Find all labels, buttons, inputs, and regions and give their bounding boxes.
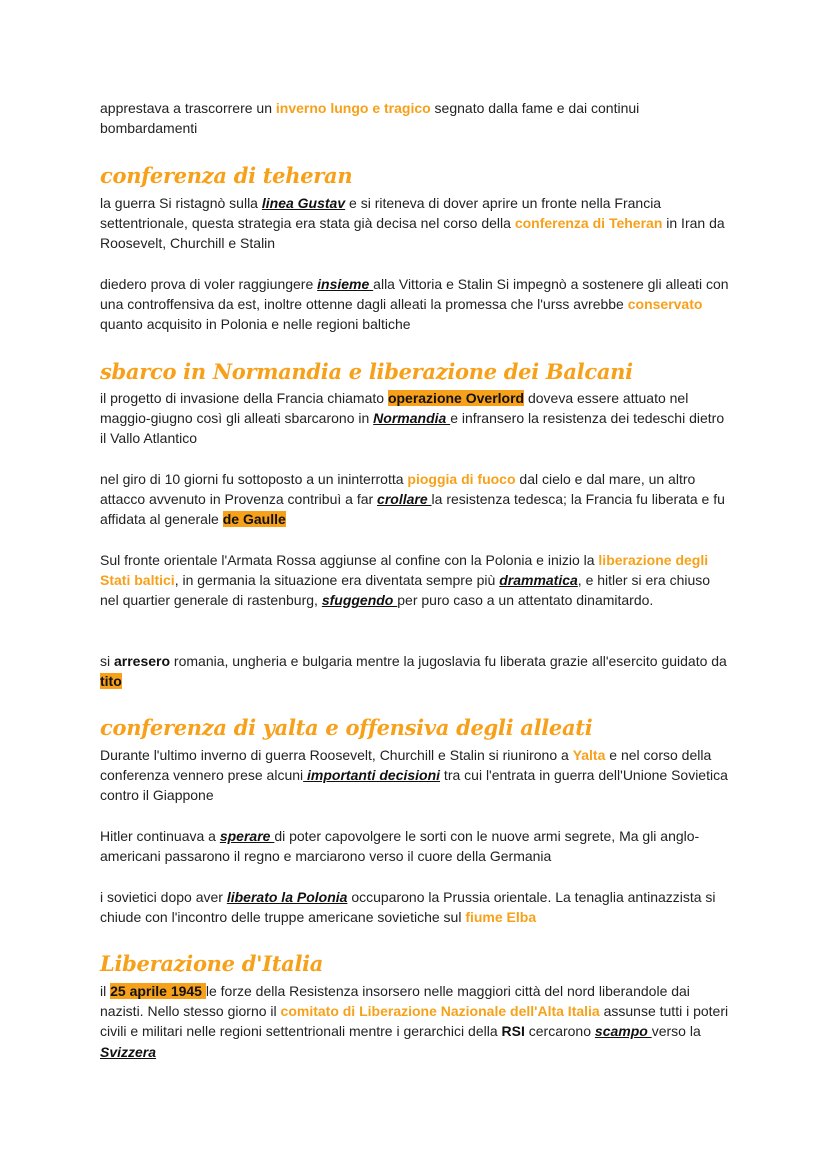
text: di poter capovolgere le sorti con le nuove armi segrete, Ma gli anglo-americani passarono il regno e marciarono verso il cuore della Germania bbox=[100, 828, 700, 865]
text: la guerra Si ristagnò sulla bbox=[100, 195, 262, 211]
keyword: sperare bbox=[219, 828, 275, 844]
orange-highlight: inverno lungo e tragico bbox=[275, 100, 431, 116]
text: occuparono la Prussia orientale. La tenaglia antinazzista si chiude con l'incontro delle truppe americane sovietiche sul bbox=[100, 889, 716, 926]
keyword: insieme bbox=[317, 276, 374, 292]
keyword: drammatica bbox=[499, 572, 578, 589]
text: in Iran da Roosevelt, Churchill e Stalin bbox=[100, 215, 725, 252]
text: , e hitler si era chiuso nel quartier generale di rastenburg, bbox=[100, 572, 711, 609]
text: doveva essere attuato nel maggio-giugno così gli alleati sbarcarono in bbox=[100, 390, 689, 427]
paragraph-gustav bbox=[100, 193, 730, 254]
text: verso la bbox=[651, 1023, 701, 1040]
orange-highlight: conferenza di Teheran bbox=[514, 215, 663, 232]
paragraph-insieme bbox=[100, 274, 730, 335]
text: quanto acquisito in Polonia e nelle regioni baltiche bbox=[100, 316, 411, 333]
keyword: crollare bbox=[377, 491, 432, 508]
paragraph-arresero bbox=[100, 651, 730, 691]
text: alla Vittoria e Stalin Si impegnò a sostenere gli alleati con una controffensiva da est, inoltre ottenne dagli alleati la promessa che l'urss avrebbe bbox=[100, 276, 729, 313]
orange-highlight: Yalta bbox=[572, 747, 606, 763]
marker-highlight: tito bbox=[100, 673, 122, 690]
orange-highlight: liberazione degli Stati baltici bbox=[100, 552, 709, 589]
paragraph-armata-rossa bbox=[100, 550, 730, 611]
section-heading-yalta: conferenza di yalta e offensiva degli alleati bbox=[100, 715, 593, 740]
paragraph-overlord bbox=[100, 388, 730, 449]
keyword: scampo bbox=[594, 1023, 652, 1040]
text: si bbox=[100, 653, 114, 669]
text: dal cielo e dal mare, un altro attacco avvenuto in Provenza contribuì a far bbox=[100, 471, 696, 508]
paragraph-hitler bbox=[100, 826, 730, 866]
keyword: Svizzera bbox=[100, 1043, 157, 1060]
text: e nel corso della conferenza vennero prese alcuni bbox=[100, 747, 712, 784]
paragraph-winter bbox=[100, 98, 730, 138]
text: e infransero la resistenza dei tedeschi dietro il Vallo Atlantico bbox=[100, 410, 725, 447]
text: Durante l'ultimo inverno di guerra Roosevelt, Churchill e Stalin si riunirono a bbox=[100, 747, 573, 763]
section-heading-liberazione-italia: Liberazione d'Italia bbox=[100, 951, 324, 976]
marker-highlight: operazione Overlord bbox=[387, 390, 525, 406]
text: e si riteneva di dover aprire un fronte nella Francia settentrionale, questa strategia era stata già decisa nel corso della bbox=[100, 195, 662, 232]
keyword: importanti decisioni bbox=[303, 767, 441, 784]
keyword: linea Gustav bbox=[261, 195, 346, 211]
paragraph-pioggia bbox=[100, 469, 730, 530]
orange-highlight: conservato bbox=[627, 296, 703, 313]
text: romania, ungheria e bulgaria mentre la jugoslavia fu liberata grazie all'esercito guidato da bbox=[170, 653, 727, 669]
text: cercarono bbox=[524, 1023, 595, 1040]
section-heading-teheran: conferenza di teheran bbox=[100, 163, 353, 188]
text: apprestava a trascorrere un bbox=[100, 100, 276, 116]
paragraph-25-aprile bbox=[100, 981, 730, 1062]
keyword: Normandia bbox=[373, 410, 451, 427]
text: il progetto di invasione della Francia chiamato bbox=[100, 390, 388, 406]
orange-highlight: pioggia di fuoco bbox=[407, 471, 516, 487]
text: diedero prova di voler raggiungere bbox=[100, 276, 318, 292]
text: per puro caso a un attentato dinamitardo. bbox=[397, 592, 654, 609]
marker-highlight: de Gaulle bbox=[222, 511, 286, 528]
text: , in germania la situazione era diventata sempre più bbox=[174, 572, 500, 589]
text: il bbox=[100, 983, 111, 999]
text: la resistenza tedesca; la Francia fu liberata e fu affidata al generale bbox=[100, 491, 725, 528]
marker-highlight: 25 aprile 1945 bbox=[110, 983, 206, 999]
text: nel giro di 10 giorni fu sottoposto a un ininterrotta bbox=[100, 471, 408, 487]
text: i sovietici dopo aver bbox=[100, 889, 227, 905]
text: le forze della Resistenza insorsero nelle maggiori città del nord liberandole dai nazisti. Nello stesso giorno il bbox=[100, 983, 690, 1020]
orange-highlight: fiume Elba bbox=[465, 909, 537, 926]
paragraph-yalta bbox=[100, 745, 730, 806]
keyword: liberato la Polonia bbox=[226, 889, 348, 905]
keyword: sfuggendo bbox=[321, 592, 398, 609]
text: assunse tutti i poteri civili e militari nelle regioni settentrionali mentre i gerarchici della bbox=[100, 1003, 729, 1040]
bold-text: RSI bbox=[501, 1023, 525, 1040]
text: segnato dalla fame e dai continui bombardamenti bbox=[100, 100, 640, 137]
bold-text: arresero bbox=[114, 653, 171, 669]
section-heading-normandia: sbarco in Normandia e liberazione dei Balcani bbox=[100, 359, 633, 384]
orange-highlight: comitato di Liberazione Nazionale dell'Alta Italia bbox=[280, 1003, 600, 1020]
text: tra cui l'entrata in guerra dell'Unione Sovietica contro il Giappone bbox=[100, 767, 728, 804]
text: Sul fronte orientale l'Armata Rossa aggiunse al confine con la Polonia e inizio la bbox=[100, 552, 599, 568]
paragraph-sovietici bbox=[100, 887, 730, 927]
text: Hitler continuava a bbox=[100, 828, 220, 844]
